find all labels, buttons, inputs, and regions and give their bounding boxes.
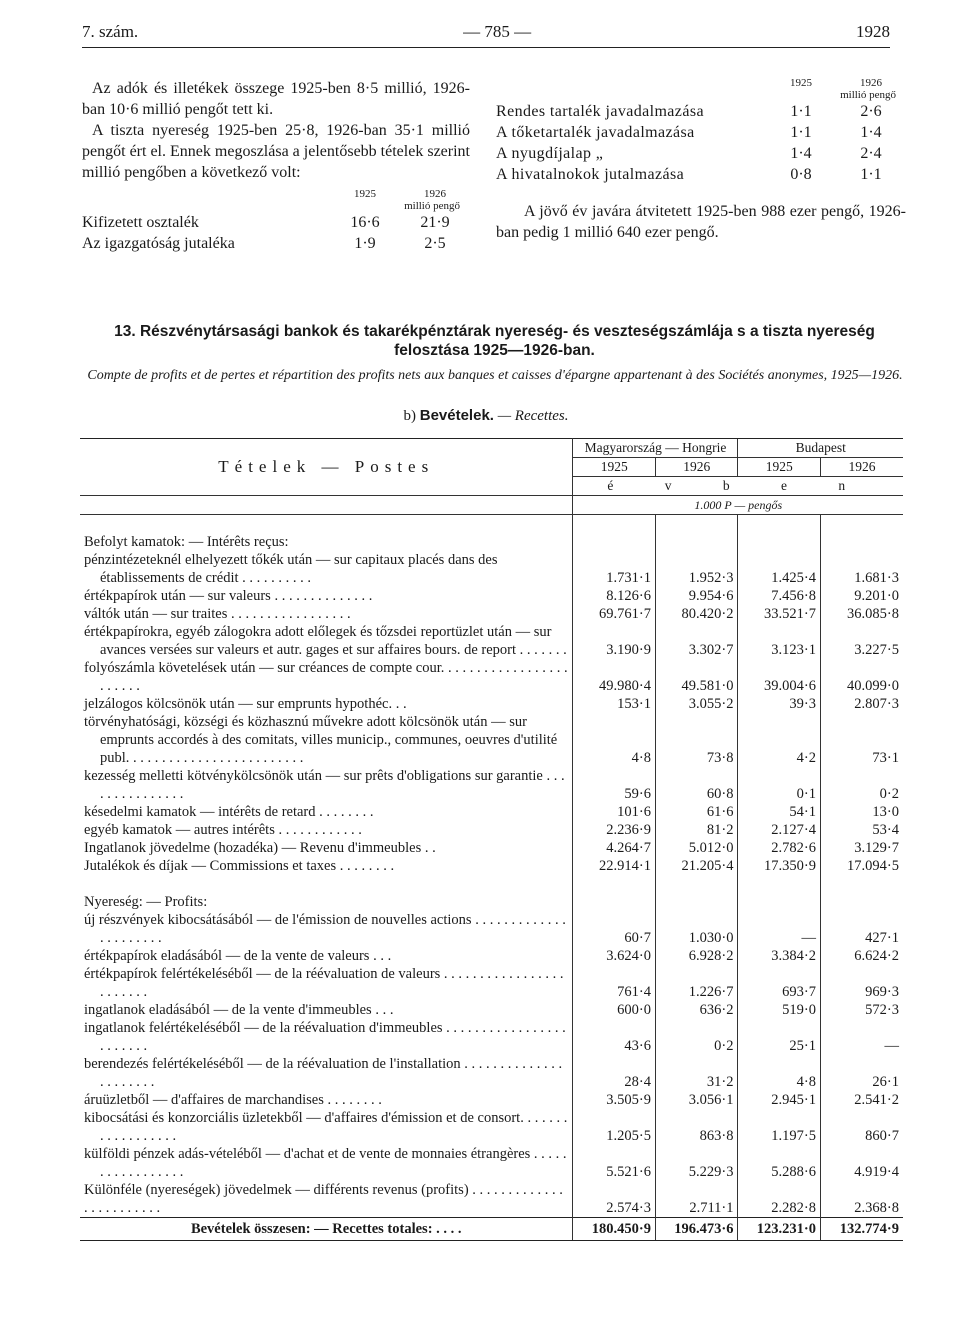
row-value: 1·9	[354, 235, 376, 252]
right-mini-header	[496, 78, 906, 89]
row-value: 1·4	[860, 124, 882, 141]
row-value: 2.711·1	[655, 1181, 738, 1218]
row-value: 3.129·7	[820, 839, 903, 857]
row-value: 572·3	[820, 1001, 903, 1019]
table-row	[80, 551, 903, 587]
table-row	[80, 911, 903, 947]
empty-cell	[738, 875, 821, 911]
row-value: 1.205·5	[573, 1109, 656, 1145]
row-value: 5.521·6	[573, 1145, 656, 1181]
table-row	[80, 1055, 903, 1091]
row-value: 73·8	[655, 713, 738, 767]
row-value: 25·1	[738, 1019, 821, 1055]
row-value: 2·6	[860, 103, 882, 120]
table-row	[80, 605, 903, 623]
row-value: 1·1	[860, 166, 882, 183]
row-value: 8.126·6	[573, 587, 656, 605]
right-row	[496, 143, 906, 164]
postes-label: Tételek — Postes	[218, 457, 435, 476]
year-header: 1925	[738, 458, 821, 477]
row-value: 43·6	[573, 1019, 656, 1055]
row-value: 1.425·4	[738, 551, 821, 587]
row-value: 693·7	[738, 965, 821, 1001]
empty-cell	[820, 875, 903, 911]
section-title-fr: — Recettes.	[497, 408, 569, 424]
table-subtitle: Compte de profits et de pertes et répartition des profits nets aux banques et caisses d'épargne appartenant à des Sociétés anonymes, 1925—1926.	[87, 368, 903, 383]
row-value: 80.420·2	[655, 605, 738, 623]
row-value: 54·1	[738, 803, 821, 821]
row-value: 40.099·0	[820, 659, 903, 695]
row-value: 1·1	[790, 124, 812, 141]
section-label: Befolyt kamatok: — Intérêts reçus:	[84, 534, 289, 550]
row-value: 39·3	[738, 695, 821, 713]
row-value: 4·2	[738, 713, 821, 767]
right-col-1925: 1925	[790, 77, 812, 89]
row-value: 132.774·9	[820, 1218, 903, 1241]
row-value: 3.123·1	[738, 623, 821, 659]
row-value: 13·0	[820, 803, 903, 821]
row-value: 3.624·0	[573, 947, 656, 965]
row-value: 3.227·5	[820, 623, 903, 659]
row-value: 153·1	[573, 695, 656, 713]
row-value: 60·7	[573, 911, 656, 947]
row-value: 860·7	[820, 1109, 903, 1145]
row-label: Bevételek összesen: — Recettes totales: . . . .	[80, 1218, 573, 1241]
row-value: 49.581·0	[655, 659, 738, 695]
left-paragraph-1: Az adók és illetékek összege 1925-ben 8·5 millió, 1926-ban 10·6 millió pengőt tett ki.	[82, 80, 470, 118]
row-value: 2·5	[424, 235, 446, 252]
row-value: 59·6	[573, 767, 656, 803]
row-value: 17.350·9	[738, 857, 821, 875]
row-value: 2.945·1	[738, 1091, 821, 1109]
row-label: folyószámla követelések után — sur créances de compte cour. . . . . . . . . . . . . . . . . . . . . . . .	[84, 660, 568, 694]
left-paragraph-2: A tiszta nyereség 1925-ben 25·8, 1926-ban 35·1 millió pengőt ért el. Ennek megoszlása a jelentősebb tételek szerint millió pengőben a következő volt:	[82, 122, 470, 181]
row-value: 1.952·3	[655, 551, 738, 587]
row-value: 180.450·9	[573, 1218, 656, 1241]
row-value: 4·8	[738, 1055, 821, 1091]
table-row	[80, 1145, 903, 1181]
row-label: Rendes tartalék javadalmazása	[496, 103, 704, 120]
row-label: külföldi pénzek adás-vételéből — d'achat et de vente de monnaies étrangères . . . . . . . . . . . . . . . . .	[84, 1146, 567, 1180]
row-label: pénzintézeteknél elhelyezett tőkék után — sur capitaux placés dans des établissements de crédit . . . . . . . . . .	[84, 552, 498, 586]
page-header	[82, 22, 890, 42]
row-value: 5.288·6	[738, 1145, 821, 1181]
section-heading	[82, 407, 890, 425]
row-value: 636·2	[655, 1001, 738, 1019]
row-label: A nyugdíjalap „	[496, 145, 604, 162]
row-label: áruüzletből — d'affaires de marchandises . . . . . . . .	[84, 1092, 382, 1108]
right-paragraph: A jövő év javára átvitetett 1925-ben 988 ezer pengő, 1926-ban pedig 1 millió 640 ezer pengő.	[496, 203, 906, 241]
income-table	[80, 438, 903, 1241]
right-col-1926: 1926	[860, 77, 882, 89]
row-value: 60·8	[655, 767, 738, 803]
year-header: 1925	[573, 458, 656, 477]
right-row	[496, 101, 906, 122]
row-label: jelzálogos kölcsönök után — sur emprunts hypothéc. . .	[84, 696, 407, 712]
row-label: Jutalékok és díjak — Commissions et taxes . . . . . . . .	[84, 858, 395, 874]
row-value: 0·8	[790, 166, 812, 183]
row-value: 9.954·6	[655, 587, 738, 605]
row-value: 69.761·7	[573, 605, 656, 623]
row-value: 0·2	[820, 767, 903, 803]
row-value: 28·4	[573, 1055, 656, 1091]
table-row	[80, 1181, 903, 1218]
page-number: — 785 —	[463, 22, 532, 41]
row-value: 4·8	[573, 713, 656, 767]
row-label: berendezés felértékeléséből — de la réévaluation de l'installation . . . . . . . . . . . . . . . . . . . . . .	[84, 1056, 563, 1090]
header-rule	[82, 47, 890, 48]
evben-header: é v b e n	[573, 477, 903, 496]
row-value: 1·1	[790, 103, 812, 120]
empty-cell	[738, 515, 821, 552]
row-label: új részvények kibocsátásából — de l'émission de nouvelles actions . . . . . . . . . . . . . . . . . . . . . .	[84, 912, 566, 946]
row-label: váltók után — sur traites . . . . . . . . . . . . . . . . .	[84, 606, 351, 622]
empty-cell	[573, 875, 656, 911]
table-row	[80, 1091, 903, 1109]
row-value: 7.456·8	[738, 587, 821, 605]
row-value: —	[738, 911, 821, 947]
empty-cell	[820, 515, 903, 552]
row-value: 9.201·0	[820, 587, 903, 605]
row-value: 2.127·4	[738, 821, 821, 839]
section-letter: b)	[403, 408, 416, 424]
row-value: 1.197·5	[738, 1109, 821, 1145]
row-value: 31·2	[655, 1055, 738, 1091]
row-value: 2.807·3	[820, 695, 903, 713]
row-value: 4.264·7	[573, 839, 656, 857]
row-value: 600·0	[573, 1001, 656, 1019]
row-value: 1.030·0	[655, 911, 738, 947]
row-value: 2.236·9	[573, 821, 656, 839]
row-value: 0·2	[655, 1019, 738, 1055]
group-hongrie: Magyarország — Hongrie	[573, 439, 738, 458]
row-value: 2.782·6	[738, 839, 821, 857]
row-label: értékpapírok felértékeléséből — de la réévaluation de valeurs . . . . . . . . . . . . . . . . . . . . . . . .	[84, 966, 564, 1000]
row-value: 33.521·7	[738, 605, 821, 623]
row-value: 5.229·3	[655, 1145, 738, 1181]
row-value: 2.282·8	[738, 1181, 821, 1218]
row-value: 21.205·4	[655, 857, 738, 875]
row-value: 4.919·4	[820, 1145, 903, 1181]
table-row	[80, 803, 903, 821]
section-row	[80, 515, 903, 552]
row-value: 196.473·6	[655, 1218, 738, 1241]
row-value: 3.055·2	[655, 695, 738, 713]
table-row	[80, 695, 903, 713]
empty-cell	[655, 515, 738, 552]
row-value: 969·3	[820, 965, 903, 1001]
row-value: 2.541·2	[820, 1091, 903, 1109]
row-label: A tőketartalék javadalmazása	[496, 124, 695, 141]
row-value: 0·1	[738, 767, 821, 803]
row-label: egyéb kamatok — autres intérêts . . . . . . . . . . . .	[84, 822, 362, 838]
row-value: 6.624·2	[820, 947, 903, 965]
row-value: 1.731·1	[573, 551, 656, 587]
row-value: 61·6	[655, 803, 738, 821]
row-label: Különféle (nyereségek) jövedelmek — différents revenus (profits) . . . . . . . . . . . . . . . . . . . . . . . .	[84, 1182, 563, 1216]
row-label: Ingatlanok jövedelme (hozadéka) — Revenu d'immeubles . .	[84, 840, 436, 856]
row-label: értékpapírok után — sur valeurs . . . . . . . . . . . . . .	[84, 588, 373, 604]
left-column	[82, 78, 470, 254]
section-label: Nyereség: — Profits:	[84, 894, 208, 910]
left-col-1925: 1925	[354, 188, 376, 200]
row-label: A hivatalnokok jutalmazása	[496, 166, 685, 183]
unit-spacer	[80, 496, 573, 515]
left-unit: millió pengő	[404, 200, 460, 212]
row-value: 3.302·7	[655, 623, 738, 659]
row-label: kezesség melletti kötvénykölcsönök után — sur prêts d'obligations sur garantie . . . . . . . . . . . . . . .	[84, 768, 565, 802]
table-row	[80, 821, 903, 839]
row-label: kibocsátási és konzorciális üzletekből — d'affaires d'émission et de consort. . . . . . . . . . . . . . . . . .	[84, 1110, 568, 1144]
row-label: értékpapírok eladásából — de la vente de valeurs . . .	[84, 948, 392, 964]
left-row	[82, 233, 470, 254]
row-label: Az igazgatóság jutaléka	[82, 235, 235, 252]
table-row	[80, 1109, 903, 1145]
table-row	[80, 713, 903, 767]
total-row	[80, 1218, 903, 1241]
row-value: 21·9	[420, 214, 450, 231]
year-header: 1926	[655, 458, 738, 477]
table-row	[80, 857, 903, 875]
row-label: késedelmi kamatok — intérêts de retard . . . . . . . .	[84, 804, 374, 820]
row-value: 6.928·2	[655, 947, 738, 965]
left-row	[82, 212, 470, 233]
row-value: 863·8	[655, 1109, 738, 1145]
section-title-hu: Bevételek.	[419, 407, 494, 424]
row-value: 17.094·5	[820, 857, 903, 875]
issue-number: 7. szám.	[82, 22, 139, 41]
row-value: 101·6	[573, 803, 656, 821]
row-value: 1.681·3	[820, 551, 903, 587]
row-value: 53·4	[820, 821, 903, 839]
row-value: 1·4	[790, 145, 812, 162]
row-value: 2.368·8	[820, 1181, 903, 1218]
row-value: 3.190·9	[573, 623, 656, 659]
row-value: 123.231·0	[738, 1218, 821, 1241]
left-col-1926: 1926	[424, 188, 446, 200]
row-value: 761·4	[573, 965, 656, 1001]
row-label: Kifizetett osztalék	[82, 214, 199, 231]
row-value: 22.914·1	[573, 857, 656, 875]
right-row	[496, 164, 906, 185]
table-row	[80, 947, 903, 965]
row-value: 49.980·4	[573, 659, 656, 695]
row-value: 2·4	[860, 145, 882, 162]
table-row	[80, 1019, 903, 1055]
row-value: 1.226·7	[655, 965, 738, 1001]
row-value: —	[820, 1019, 903, 1055]
row-value: 3.384·2	[738, 947, 821, 965]
row-value: 36.085·8	[820, 605, 903, 623]
row-value: 73·1	[820, 713, 903, 767]
row-value: 39.004·6	[738, 659, 821, 695]
row-label: törvényhatósági, községi és közhasznú művekre adott kölcsönök után — sur emprunts accordés à des comitats, villes municip., communes, oeuvres d'utilité publ. . . . . . . . . . . . . . . . . . . . . . . . .	[84, 714, 558, 766]
table-row	[80, 623, 903, 659]
left-mini-header	[82, 189, 470, 200]
row-value: 2.574·3	[573, 1181, 656, 1218]
right-column	[496, 78, 906, 243]
row-value: 519·0	[738, 1001, 821, 1019]
row-label: ingatlanok felértékeléséből — de la réévaluation d'immeubles . . . . . . . . . . . . . . . . . . . . . . . .	[84, 1020, 566, 1054]
postes-header	[80, 439, 573, 496]
group-budapest: Budapest	[738, 439, 903, 458]
row-value: 3.056·1	[655, 1091, 738, 1109]
row-label: ingatlanok eladásából — de la vente d'immeubles . . .	[84, 1002, 394, 1018]
unit-header: 1.000 P — pengős	[573, 496, 903, 515]
table-row	[80, 965, 903, 1001]
year: 1928	[856, 22, 890, 41]
table-row	[80, 587, 903, 605]
empty-cell	[655, 875, 738, 911]
right-unit: millió pengő	[840, 89, 896, 101]
table-row	[80, 839, 903, 857]
row-value: 26·1	[820, 1055, 903, 1091]
section-row	[80, 875, 903, 911]
row-value: 427·1	[820, 911, 903, 947]
table-title: 13. Részvénytársasági bankok és takarékpénztárak nyereség- és veszteségszámlája s a tiszta nyereség felosztása 1925—1926-ban.	[114, 323, 875, 359]
right-row	[496, 122, 906, 143]
empty-cell	[573, 515, 656, 552]
row-value: 3.505·9	[573, 1091, 656, 1109]
table-row	[80, 767, 903, 803]
table-row	[80, 659, 903, 695]
row-value: 5.012·0	[655, 839, 738, 857]
row-label: értékpapírokra, egyéb zálogokra adott előlegek és tőzsdei reportüzlet után — sur avances versées sur valeurs et autr. gages et sur affaires bours. de report . . . . . . .	[84, 624, 567, 658]
row-value: 81·2	[655, 821, 738, 839]
year-header: 1926	[820, 458, 903, 477]
row-value: 16·6	[350, 214, 380, 231]
table-row	[80, 1001, 903, 1019]
